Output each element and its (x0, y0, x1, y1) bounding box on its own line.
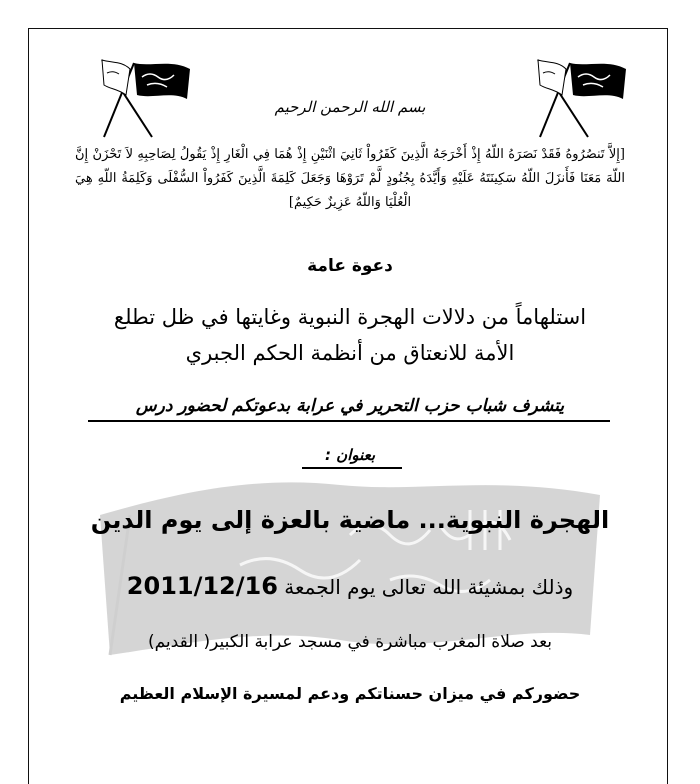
closing-line: حضوركم في ميزان حسناتكم ودعم لمسيرة الإسلام العظيم (119, 684, 581, 703)
event-date: 2011/12/16 (126, 572, 278, 600)
basmala: بسم الله الرحمن الرحيم (274, 98, 426, 116)
title-label-underline (302, 467, 402, 469)
invitation-heading: دعوة عامة (307, 256, 393, 276)
title-label: بعنوان : (324, 446, 376, 464)
topic-line-1: استلهاماً من دلالات الهجرة النبوية وغايتها في ظل تطلع (113, 305, 587, 329)
event-place: بعد صلاة المغرب مباشرة في مسجد عرابة الكبير( القديم) (147, 632, 553, 652)
party-line-underline (88, 420, 610, 422)
date-line (40, 572, 660, 600)
crossed-flags-icon (528, 55, 628, 140)
lecture-title: الهجرة النبوية... ماضية بالعزة إلى يوم الدين (90, 506, 610, 534)
date-prefix: وذلك بمشيئة الله تعالى يوم الجمعة (284, 575, 574, 599)
crossed-flags-icon (92, 55, 192, 140)
topic-line-2: الأمة للانعتاق من أنظمة الحكم الجبري (185, 341, 515, 365)
party-invitation-line: يتشرف شباب حزب التحرير في عرابة بدعوتكم لحضور درس (135, 396, 565, 416)
quran-verse: [إِلاَّ تَنصُرُوهُ فَقَدْ نَصَرَهُ اللّهُ إِذْ أَخْرَجَهُ الَّذِينَ كَفَرُواْ ثَانِيَ اثْنَيْنِ إِذْ هُمَا فِي الْغَارِ إِذْ يَقُولُ لِصَاحِبِهِ لاَ تَحْزَنْ إِنَّ اللّهَ مَعَنَا فَأَنزَلَ اللّهُ سَكِينَتَهُ عَلَيْهِ وَأَيَّدَهُ بِجُنُودٍ لَّمْ تَرَوْهَا وَجَعَلَ كَلِمَةَ الَّذِينَ كَفَرُواْ السُّفْلَى وَكَلِمَةُ اللّهِ هِيَ الْعُلْيَا وَاللّهُ عَزِيزٌ حَكِيمٌ] (75, 147, 625, 210)
